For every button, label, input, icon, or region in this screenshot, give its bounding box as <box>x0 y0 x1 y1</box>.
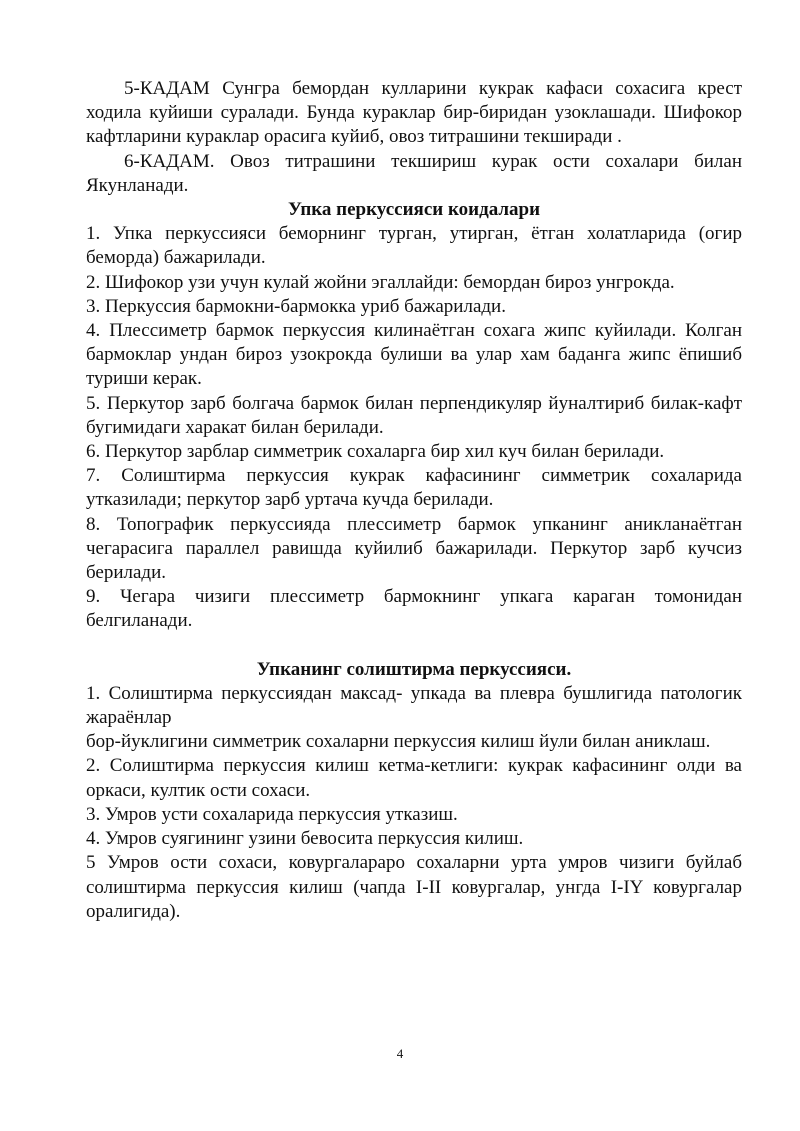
section-heading-comparative-percussion: Упканинг солиштирма перкуссияси. <box>256 658 572 680</box>
section-heading-percussion-rules: Упка перкуссияси коидалари <box>287 199 541 221</box>
rule-item-2: 2. Шифокор узи учун кулай жойни эгаллайди: бемордан бироз унгрокда. <box>86 271 675 293</box>
comparative-item-1-line-2: бор-йуклигини симметрик сохаларни перкуссия килиш йули билан аниклаш. <box>86 731 711 753</box>
comparative-item-4: 4. Умров суягининг узини бевосита перкуссия килиш. <box>86 828 524 850</box>
page-number: 4 <box>396 1046 404 1061</box>
section-spacer <box>86 634 742 658</box>
rule-item-4: 4. Плессиметр бармок перкуссия килинаётган сохага жипс куйилади. Колган бармоклар ундан бироз узокрокда булиши ва улар хам баданга жипс ёпишиб туриши керак. <box>86 320 742 390</box>
rule-item-5: 5. Перкутор зарб болгача бармок билан перпендикуляр йуналтириб билак-кафт бугимидаги харакат билан берилади. <box>86 392 742 438</box>
comparative-item-3: 3. Умров усти сохаларида перкуссия утказиш. <box>86 803 458 825</box>
rule-item-9: 9. Чегара чизиги плессиметр бармокнинг упкага караган томонидан белгиланади. <box>86 586 742 632</box>
rule-item-6: 6. Перкутор зарблар симметрик сохаларга бир хил куч билан берилади. <box>86 441 665 463</box>
rule-item-1: 1. Упка перкуссияси беморнинг турган, утирган, ётган холатларида (огир беморда) бажарилади. <box>86 223 742 269</box>
comparative-item-1-line-1: 1. Солиштирма перкуссиядан максад- упкада ва плевра бушлигида патологик жараёнлар <box>86 682 742 729</box>
step-5-paragraph: 5-КАДАМ Сунгра бемордан кулларини кукрак кафаси сохасига крест ходила куйиши суралади. Бунда кураклар бир-биридан узоклашади. Шифокор кафтларини кураклар орасига куйиб, овоз титрашини текширади . <box>86 78 742 148</box>
rule-item-8: 8. Топографик перкуссияда плессиметр бармок упканинг аникланаётган чегарасига параллел равишда куйилиб бажарилади. Перкутор зарб кучсиз берилади. <box>86 513 742 584</box>
comparative-item-5: 5 Умров ости сохаси, ковургалараро сохаларни урта умров чизиги буйлаб солиштирма перкуссия килиш (чапда I-II ковургалар, унгда I-IY ковургалар оралигида). <box>86 852 742 922</box>
document-page <box>86 77 742 924</box>
rule-item-3: 3. Перкуссия бармокни-бармокка уриб бажарилади. <box>86 295 506 317</box>
comparative-item-2: 2. Солиштирма перкуссия килиш кетма-кетлиги: кукрак кафасининг олди ва оркаси, култик ости сохаси. <box>86 755 742 801</box>
rule-item-7: 7. Солиштирма перкуссия кукрак кафасининг симметрик сохаларида утказилади; перкутор зарб уртача кучда берилади. <box>86 465 742 511</box>
step-6-paragraph: 6-КАДАМ. Овоз титрашини текшириш курак ости сохалари билан Якунланади. <box>86 150 742 196</box>
